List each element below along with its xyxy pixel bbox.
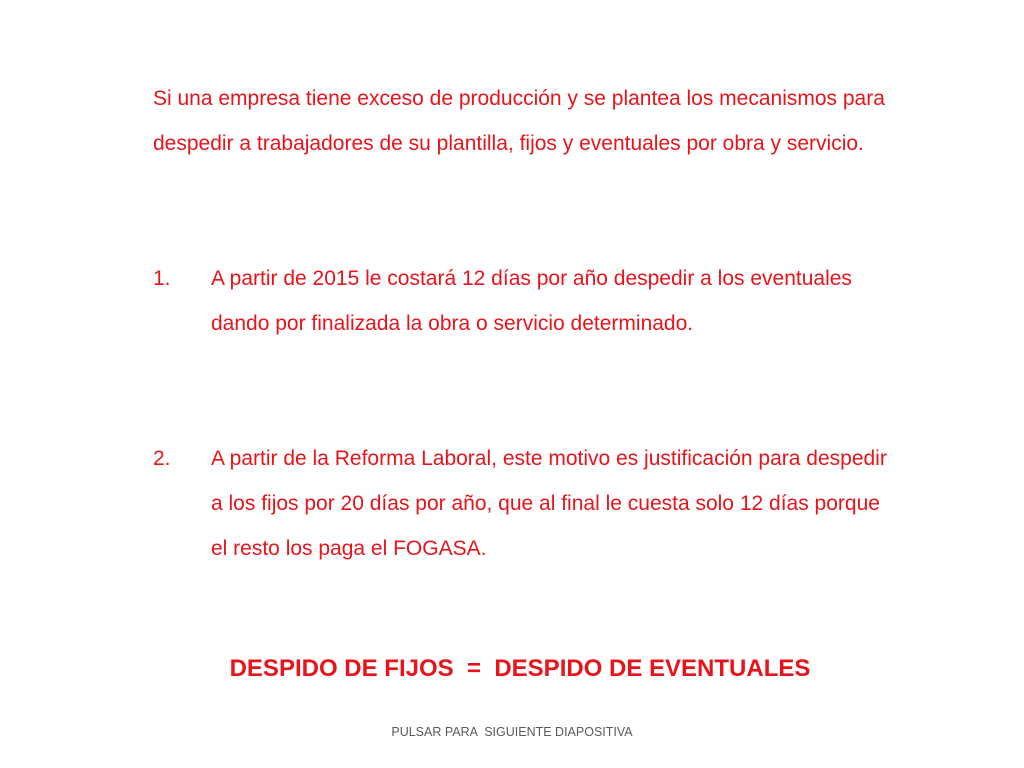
numbered-list-item-1-container [153,256,893,346]
list-item [153,256,893,346]
list-text: A partir de la Reforma Laboral, este motivo es justificación para despedir a los fijos por 20 días por año, que al final le cuesta solo 12 días porque el resto los paga el FOGASA. [211,447,887,560]
list-number: 1. [153,267,171,290]
headline: DESPIDO DE FIJOS = DESPIDO DE EVENTUALES [229,655,811,682]
intro-paragraph: Si una empresa tiene exceso de producción y se plantea los mecanismos para despedir a trabajadores de su plantilla, fijos y eventuales por obra y servicio. [153,87,885,155]
list-number: 2. [153,447,171,470]
next-slide-link[interactable]: PULSAR PARA SIGUIENTE DIAPOSITIVA [391,725,633,739]
list-item [153,436,893,571]
list-text: A partir de 2015 le costará 12 días por año despedir a los eventuales dando por finalizada la obra o servicio determinado. [211,267,852,335]
numbered-list-item-2-container [153,436,893,571]
